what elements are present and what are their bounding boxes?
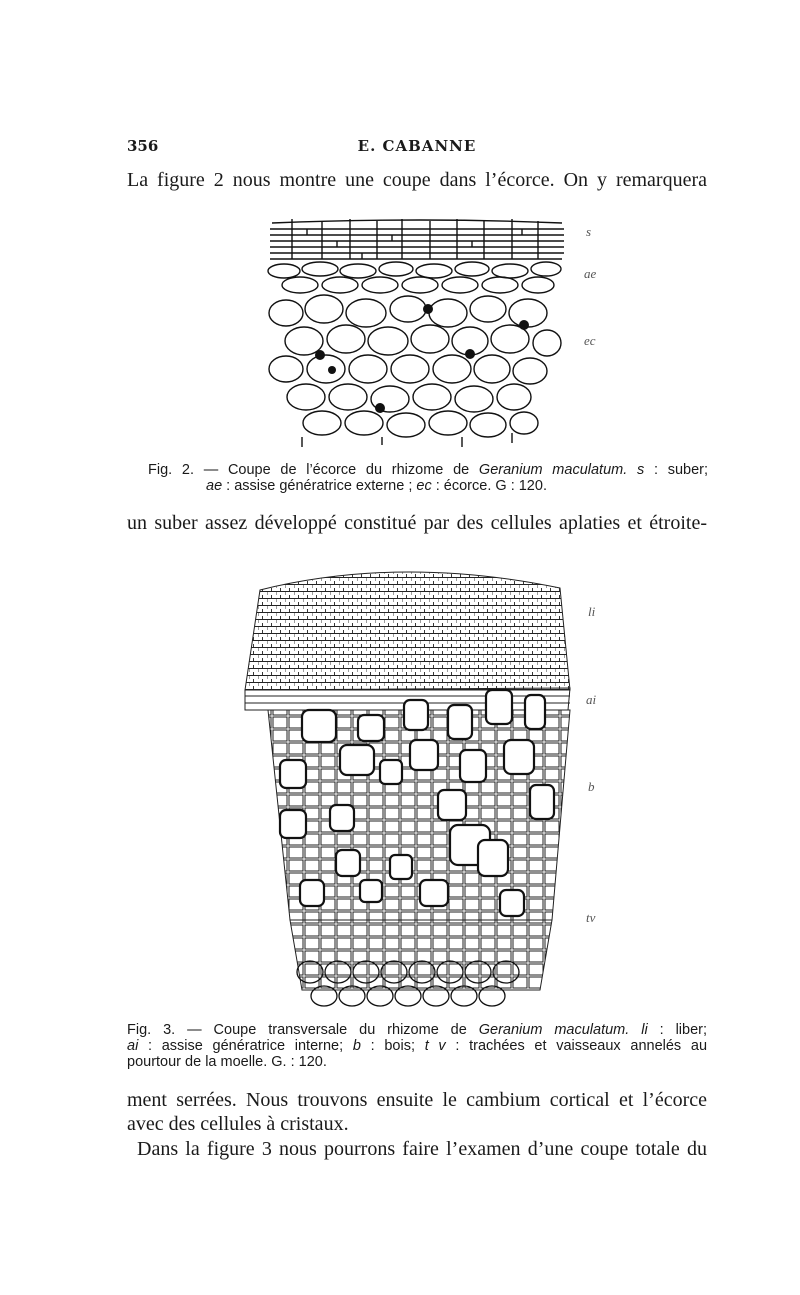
- figure-2-caption: Fig. 2. — Coupe de l’écorce du rhizome de Geranium maculatum. s : suber; ae : assise génératrice externe ; ec : écorce. G : 120.: [148, 462, 709, 494]
- figure-3-label-b: b: [588, 779, 595, 794]
- figure-3-label-li: li: [588, 604, 596, 619]
- body-text-line-1: La figure 2 nous montre une coupe dans l’écorce. On y remarquera: [127, 169, 707, 191]
- figure-2-number: Fig. 2.: [148, 462, 194, 478]
- running-head-author: E. CABANNE: [357, 137, 477, 155]
- figure-3-label-ai: ai: [586, 692, 597, 707]
- figure-3-number: Fig. 3.: [127, 1022, 176, 1038]
- body-text-line-5: Dans la figure 3 nous pourrons faire l’examen d’une coupe totale du: [137, 1138, 707, 1160]
- figure-2-species: Geranium maculatum.: [478, 462, 628, 478]
- figure-3-species: Geranium maculatum.: [478, 1022, 630, 1038]
- body-text-line-3: ment serrées. Nous trouvons ensuite le cambium cortical et l’écorce: [127, 1089, 707, 1111]
- figure-3-transverse-section-drawing: [240, 560, 575, 1015]
- body-text-line-2: un suber assez développé constitué par des cellules aplaties et étroite-: [127, 512, 707, 534]
- figure-2-label-ae: ae: [584, 266, 597, 281]
- body-text-line-4: avec des cellules à cristaux.: [127, 1113, 349, 1135]
- figure-3-label-tv: tv: [586, 910, 596, 925]
- page-number: 356: [127, 137, 159, 155]
- figure-2-bark-section-drawing: [262, 215, 582, 450]
- figure-2-label-s: s: [586, 224, 592, 239]
- running-head: [127, 137, 707, 163]
- figure-2-label-ec: ec: [584, 333, 596, 348]
- figure-3-caption: Fig. 3. — Coupe transversale du rhizome de Geranium maculatum. li : liber; ai : assise génératrice interne; b : bois; t v : trachées et vaisseaux annelés au pourtour de la moelle. G. : 120.: [127, 1022, 708, 1070]
